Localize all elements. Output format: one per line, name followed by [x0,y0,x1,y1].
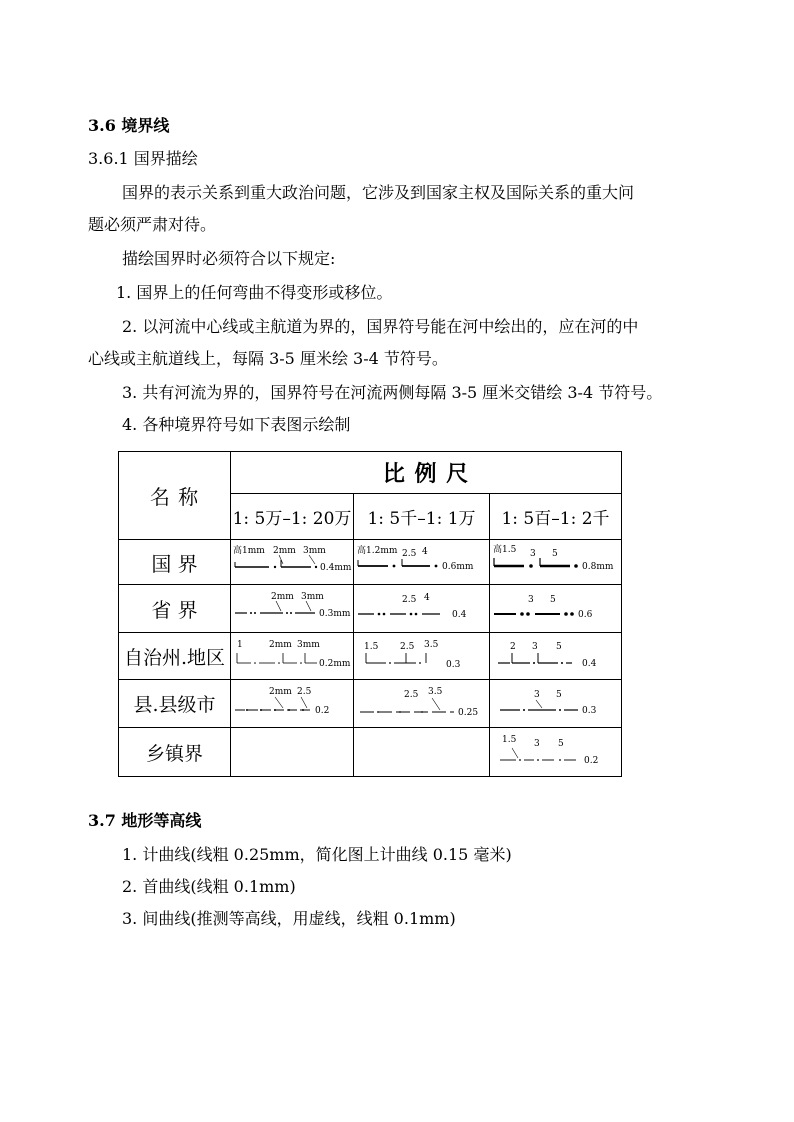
symbol-shengjie-3 [490,585,622,633]
label-gap: 4 [422,547,428,557]
label-gap: 4 [424,593,430,603]
symbol-xiangzhen-2-empty [354,728,490,777]
symbol-zizhizhou-3 [490,633,622,680]
rule-2-line1: 2. 以河流中心线或主航道为界的，国界符号能在河中绘出的，应在河的中 [122,317,639,336]
label-segment: 3 [534,739,540,749]
contour-item-2: 2. 首曲线(线粗 0.1mm) [122,877,296,896]
label-height: 1 [237,640,243,650]
symbol-xiangzhen-3 [490,728,622,777]
label-gap: 3mm [297,640,320,650]
symbol-zizhizhou-2 [354,633,490,680]
symbol-guojie-2 [354,540,490,585]
label-width: 0.4mm [320,563,352,573]
rule-3: 3. 共有河流为界的，国界符号在河流两侧每隔 3-5 厘米交错绘 3-4 节符号。 [122,383,663,402]
section-3-7-title: 3.7 地形等高线 [88,811,202,830]
section-3-6-title: 3.6 境界线 [88,116,170,135]
table-row-xiangzhen [119,728,622,777]
boundary-dot [274,566,276,568]
label-height: 高1.2mm [357,546,398,556]
scale-col-3: 1: 5百–1: 2千 [490,494,622,540]
label-segment: 2mm [269,687,292,697]
label-segment: 2.5 [400,642,415,652]
symbol-guojie-3 [490,540,622,585]
label-segment: 2mm [269,640,292,650]
label-segment: 2.5 [402,595,417,605]
label-gap: 3mm [301,592,324,602]
symbol-xian-3 [490,680,622,728]
label-gap: 3.5 [428,687,443,697]
rule-1: 1. 国界上的任何弯曲不得变形或移位。 [116,283,393,302]
contour-item-3: 3. 间曲线(推测等高线，用虚线，线粗 0.1mm) [122,909,456,928]
row-name-xian: 县.县级市 [119,680,231,728]
label-gap: 3.5 [424,640,439,650]
label-width: 0.25 [458,708,479,718]
contour-item-1: 1. 计曲线(线粗 0.25mm，简化图上计曲线 0.15 毫米) [122,845,512,864]
symbol-shengjie-2 [354,585,490,633]
label-width: 0.4 [582,659,597,669]
header-scale: 比 例 尺 [231,452,622,494]
label-segment: 3 [528,595,534,605]
label-width: 0.8mm [582,562,614,572]
rule-4: 4. 各种境界符号如下表图示绘制 [122,415,351,434]
subsection-3-6-1-title: 3.6.1 国界描绘 [88,149,198,168]
label-width: 0.3 [582,706,597,716]
label-segment: 2.5 [404,690,419,700]
symbol-zizhizhou-1 [231,633,354,680]
label-segment: 3 [532,642,538,652]
row-name-guojie: 国 界 [119,540,231,585]
symbol-xiangzhen-1-empty [231,728,354,777]
label-height: 高1.5 [493,545,517,555]
table-row-xian [119,680,622,728]
table-row-shengjie [119,585,622,633]
para1-line2: 题必须严肃对待。 [88,215,217,234]
para2: 描绘国界时必须符合以下规定: [122,249,336,268]
row-name-zizhizhou: 自治州.地区 [119,633,231,680]
label-gap: 5 [556,642,562,652]
row-name-shengjie: 省 界 [119,585,231,633]
row-name-xiangzhen: 乡镇界 [119,728,231,777]
boundary-symbol-table [118,451,622,777]
scale-col-1: 1: 5万–1: 20万 [231,494,354,540]
symbol-xian-1 [231,680,354,728]
label-gap: 5 [552,549,558,559]
symbol-shengjie-1 [231,585,354,633]
scale-col-2: 1: 5千–1: 1万 [354,494,490,540]
label-gap: 5 [558,739,564,749]
label-height: 2 [510,642,516,652]
label-height: 1.5 [364,642,379,652]
label-gap: 2.5 [297,687,312,697]
label-segment: 2mm [271,592,294,602]
label-width: 0.2mm [319,659,351,669]
symbol-guojie-1 [231,540,354,585]
label-width: 0.3mm [319,609,351,619]
para1-line1: 国界的表示关系到重大政治问题，它涉及到国家主权及国际关系的重大问 [122,183,635,202]
rule-2-line2: 心线或主航道线上，每隔 3-5 厘米绘 3-4 节符号。 [88,349,448,368]
label-segment: 2mm [273,546,296,556]
label-height: 高1mm [233,546,265,556]
table-row-guojie [119,540,622,585]
table-row-zizhizhou [119,633,622,680]
label-width: 0.2 [584,756,599,766]
label-segment: 3 [534,690,540,700]
label-width: 0.4 [452,610,467,620]
label-gap: 5 [550,595,556,605]
label-width: 0.2 [315,706,330,716]
header-name: 名 称 [119,452,231,540]
label-segment: 3 [530,549,536,559]
label-gap: 5 [556,690,562,700]
label-width: 0.6 [578,610,593,620]
label-gap: 3mm [303,546,326,556]
label-height: 1.5 [502,735,517,745]
label-segment: 2.5 [402,549,417,559]
label-width: 0.6mm [442,562,474,572]
symbol-xian-2 [354,680,490,728]
label-width: 0.3 [446,660,461,670]
